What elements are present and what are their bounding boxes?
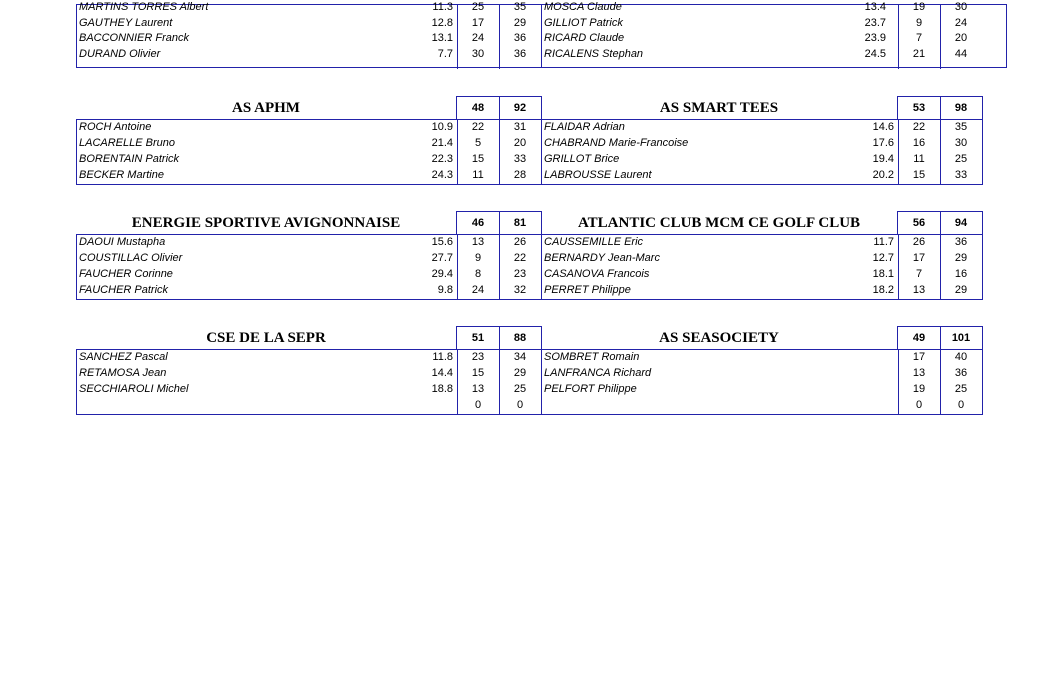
team-title: ATLANTIC CLUB MCM CE GOLF CLUB: [577, 215, 861, 231]
player-row: [542, 234, 1006, 250]
player-name: GAUTHEY Laurent: [79, 17, 173, 29]
player-row: [542, 397, 1006, 413]
player-handicap: 20.2: [872, 169, 894, 181]
player-rows: [76, 234, 542, 300]
team-score: [456, 326, 542, 349]
player-row: [542, 381, 1006, 397]
player-points-1: 15: [912, 169, 926, 181]
player-row: [542, 266, 1006, 282]
player-points-1: 24: [471, 284, 485, 296]
player-name: ROCH Antoine: [79, 121, 152, 133]
player-row: [542, 46, 1006, 62]
player-name: SANCHEZ Pascal: [79, 351, 168, 363]
player-handicap: 12.7: [872, 252, 894, 264]
team-block: [76, 97, 542, 194]
team-title: AS SMART TEES: [659, 100, 779, 116]
player-handicap: 22.3: [431, 153, 453, 165]
player-name: PELFORT Philippe: [544, 383, 637, 395]
player-points-1: 7: [915, 268, 923, 280]
player-name: SECCHIAROLI Michel: [79, 383, 189, 395]
player-points-2: 25: [954, 383, 968, 395]
team-score-1: 56: [898, 212, 941, 234]
player-name: RETAMOSA Jean: [79, 367, 167, 379]
player-handicap: 15.6: [431, 236, 453, 248]
player-rows: [541, 119, 983, 185]
player-name: BORENTAIN Patrick: [79, 153, 180, 165]
player-rows: [541, 1, 1007, 68]
player-points-1: 16: [912, 137, 926, 149]
player-points-1: 19: [912, 1, 926, 13]
player-name: RICALENS Stephan: [544, 48, 644, 60]
player-name: LANFRANCA Richard: [544, 367, 652, 379]
player-row: [542, 167, 1006, 183]
player-name: BACCONNIER Franck: [79, 32, 190, 44]
player-points-2: 36: [954, 367, 968, 379]
player-points-1: 8: [474, 268, 482, 280]
team-score-2: 94: [954, 217, 968, 229]
team-score-2: 81: [513, 217, 527, 229]
player-row: [77, 135, 541, 151]
player-points-1: 5: [474, 137, 482, 149]
player-row: [542, 0, 1006, 15]
player-row: [77, 381, 541, 397]
player-handicap: 18.8: [431, 383, 453, 395]
player-points-2: 25: [954, 153, 968, 165]
player-handicap: 17.6: [872, 137, 894, 149]
player-points-1: 25: [471, 1, 485, 13]
player-points-2: 32: [513, 284, 527, 296]
player-row: [542, 119, 1006, 135]
player-points-1: 15: [471, 153, 485, 165]
player-points-2: 29: [513, 17, 527, 29]
team-score: [456, 211, 542, 234]
team-block: [541, 327, 1007, 424]
team-block: [76, 0, 542, 79]
player-row: [542, 365, 1006, 381]
player-points-2: 29: [513, 367, 527, 379]
player-row: [77, 15, 541, 31]
player-handicap: 11.8: [432, 351, 453, 363]
player-name: LABROUSSE Laurent: [544, 169, 652, 181]
player-points-2: 29: [954, 284, 968, 296]
player-name: GRILLOT Brice: [544, 153, 620, 165]
player-points-2: 33: [513, 153, 527, 165]
player-points-2: 35: [513, 1, 527, 13]
team-title: AS SEASOCIETY: [659, 330, 779, 346]
player-name: MARTINS TORRES Albert: [79, 1, 209, 13]
player-points-2: 24: [954, 17, 968, 29]
player-row: [77, 167, 541, 183]
team-score-1: 53: [898, 97, 941, 119]
player-handicap: 19.4: [872, 153, 894, 165]
player-handicap: 9.8: [437, 284, 453, 296]
team-score-2: 101: [951, 332, 971, 344]
player-points-2: 34: [513, 351, 527, 363]
player-row: [77, 119, 541, 135]
team-score: [897, 96, 983, 119]
player-row: [77, 349, 541, 365]
team-title: CSE DE LA SEPR: [206, 330, 326, 346]
player-handicap: 13.4: [864, 1, 886, 13]
player-name: FLAIDAR Adrian: [544, 121, 625, 133]
player-points-2: 36: [954, 236, 968, 248]
player-row: [542, 135, 1006, 151]
player-handicap: 14.6: [872, 121, 894, 133]
player-points-2: 26: [513, 236, 527, 248]
player-points-1: 9: [915, 17, 923, 29]
team-block: [541, 0, 1007, 79]
player-points-2: 40: [954, 351, 968, 363]
player-name: FAUCHER Patrick: [79, 284, 169, 296]
player-points-1: 11: [913, 153, 925, 165]
player-name: LACARELLE Bruno: [79, 137, 175, 149]
player-points-1: 21: [912, 48, 926, 60]
player-row: [77, 266, 541, 282]
team-title: ENERGIE SPORTIVE AVIGNONNAISE: [131, 215, 401, 231]
team-score-1: 48: [457, 97, 500, 119]
player-handicap: 7.7: [437, 48, 453, 60]
player-name: CASANOVA Francois: [544, 268, 650, 280]
player-points-2: 20: [513, 137, 527, 149]
player-points-1: 26: [912, 236, 926, 248]
player-row: [542, 282, 1006, 298]
player-rows: [541, 349, 983, 415]
player-name: SOMBRET Romain: [544, 351, 640, 363]
player-handicap: 13.1: [431, 32, 453, 44]
team-score: [897, 326, 983, 349]
player-row: [542, 15, 1006, 31]
player-row: [77, 0, 541, 15]
player-points-1: 30: [471, 48, 485, 60]
player-points-2: 30: [954, 1, 968, 13]
team-score: [456, 96, 542, 119]
player-row: [77, 151, 541, 167]
player-points-2: 35: [954, 121, 968, 133]
player-handicap: 24.5: [864, 48, 886, 60]
player-row: [542, 30, 1006, 46]
team-score-2: 92: [513, 102, 527, 114]
player-points-2: 25: [513, 383, 527, 395]
team-block: [541, 212, 1007, 309]
player-handicap: 23.9: [864, 32, 886, 44]
player-name: MOSCA Claude: [544, 1, 622, 13]
player-points-1: 7: [915, 32, 923, 44]
player-points-1: 23: [471, 351, 485, 363]
player-points-2: 0: [957, 399, 965, 411]
player-points-2: 31: [513, 121, 527, 133]
player-points-1: 11: [472, 169, 484, 181]
player-points-2: 0: [516, 399, 524, 411]
team-title: AS APHM: [232, 100, 300, 116]
player-name: BERNARDY Jean-Marc: [544, 252, 660, 264]
player-name: CAUSSEMILLE Eric: [544, 236, 644, 248]
player-name: DURAND Olivier: [79, 48, 161, 60]
player-handicap: 18.1: [872, 268, 894, 280]
player-name: COUSTILLAC Olivier: [79, 252, 183, 264]
player-row: [77, 397, 541, 413]
player-points-1: 24: [471, 32, 485, 44]
team-score-1: 51: [457, 327, 500, 349]
player-points-2: 22: [513, 252, 527, 264]
player-handicap: 10.9: [431, 121, 453, 133]
player-handicap: 11.3: [432, 1, 453, 13]
player-name: CHABRAND Marie-Francoise: [544, 137, 689, 149]
team-score-1: 49: [898, 327, 941, 349]
team-score-2: 88: [513, 332, 527, 344]
player-rows: [76, 119, 542, 185]
player-row: [542, 151, 1006, 167]
player-handicap: 12.8: [431, 17, 453, 29]
player-points-2: 28: [513, 169, 527, 181]
player-points-2: 23: [513, 268, 527, 280]
player-points-1: 17: [471, 17, 485, 29]
player-points-1: 0: [915, 399, 923, 411]
team-block: [76, 327, 542, 424]
player-name: FAUCHER Corinne: [79, 268, 173, 280]
player-handicap: 11.7: [873, 236, 894, 248]
player-row: [77, 250, 541, 266]
player-points-1: 17: [912, 252, 926, 264]
player-points-2: 36: [513, 32, 527, 44]
player-name: RICARD Claude: [544, 32, 625, 44]
team-block: [541, 97, 1007, 194]
player-points-1: 13: [912, 284, 926, 296]
player-points-1: 17: [912, 351, 926, 363]
player-handicap: 14.4: [431, 367, 453, 379]
team-block: [76, 212, 542, 309]
player-name: BECKER Martine: [79, 169, 164, 181]
player-handicap: 23.7: [864, 17, 886, 29]
player-handicap: 18.2: [872, 284, 894, 296]
player-row: [77, 234, 541, 250]
player-rows: [76, 349, 542, 415]
player-points-2: 30: [954, 137, 968, 149]
player-points-1: 22: [912, 121, 926, 133]
player-points-1: 13: [912, 367, 926, 379]
player-points-2: 33: [954, 169, 968, 181]
player-name: DAOUI Mustapha: [79, 236, 166, 248]
player-points-1: 19: [912, 383, 926, 395]
player-row: [542, 250, 1006, 266]
player-row: [77, 282, 541, 298]
team-score-2: 98: [954, 102, 968, 114]
player-points-1: 13: [471, 383, 485, 395]
player-points-1: 13: [471, 236, 485, 248]
team-score: [897, 211, 983, 234]
player-handicap: 21.4: [431, 137, 453, 149]
player-row: [77, 365, 541, 381]
player-points-2: 20: [954, 32, 968, 44]
player-row: [77, 46, 541, 62]
player-points-2: 29: [954, 252, 968, 264]
player-points-2: 36: [513, 48, 527, 60]
player-handicap: 24.3: [431, 169, 453, 181]
player-points-1: 0: [474, 399, 482, 411]
player-rows: [76, 1, 542, 68]
player-row: [77, 30, 541, 46]
player-name: PERRET Philippe: [544, 284, 631, 296]
player-points-1: 22: [471, 121, 485, 133]
player-points-2: 44: [954, 48, 968, 60]
player-name: GILLIOT Patrick: [544, 17, 623, 29]
player-row: [542, 349, 1006, 365]
team-score-1: 46: [457, 212, 500, 234]
player-points-2: 16: [954, 268, 968, 280]
player-points-1: 15: [471, 367, 485, 379]
player-handicap: 27.7: [431, 252, 453, 264]
player-rows: [541, 234, 983, 300]
player-points-1: 9: [474, 252, 482, 264]
player-handicap: 29.4: [431, 268, 453, 280]
